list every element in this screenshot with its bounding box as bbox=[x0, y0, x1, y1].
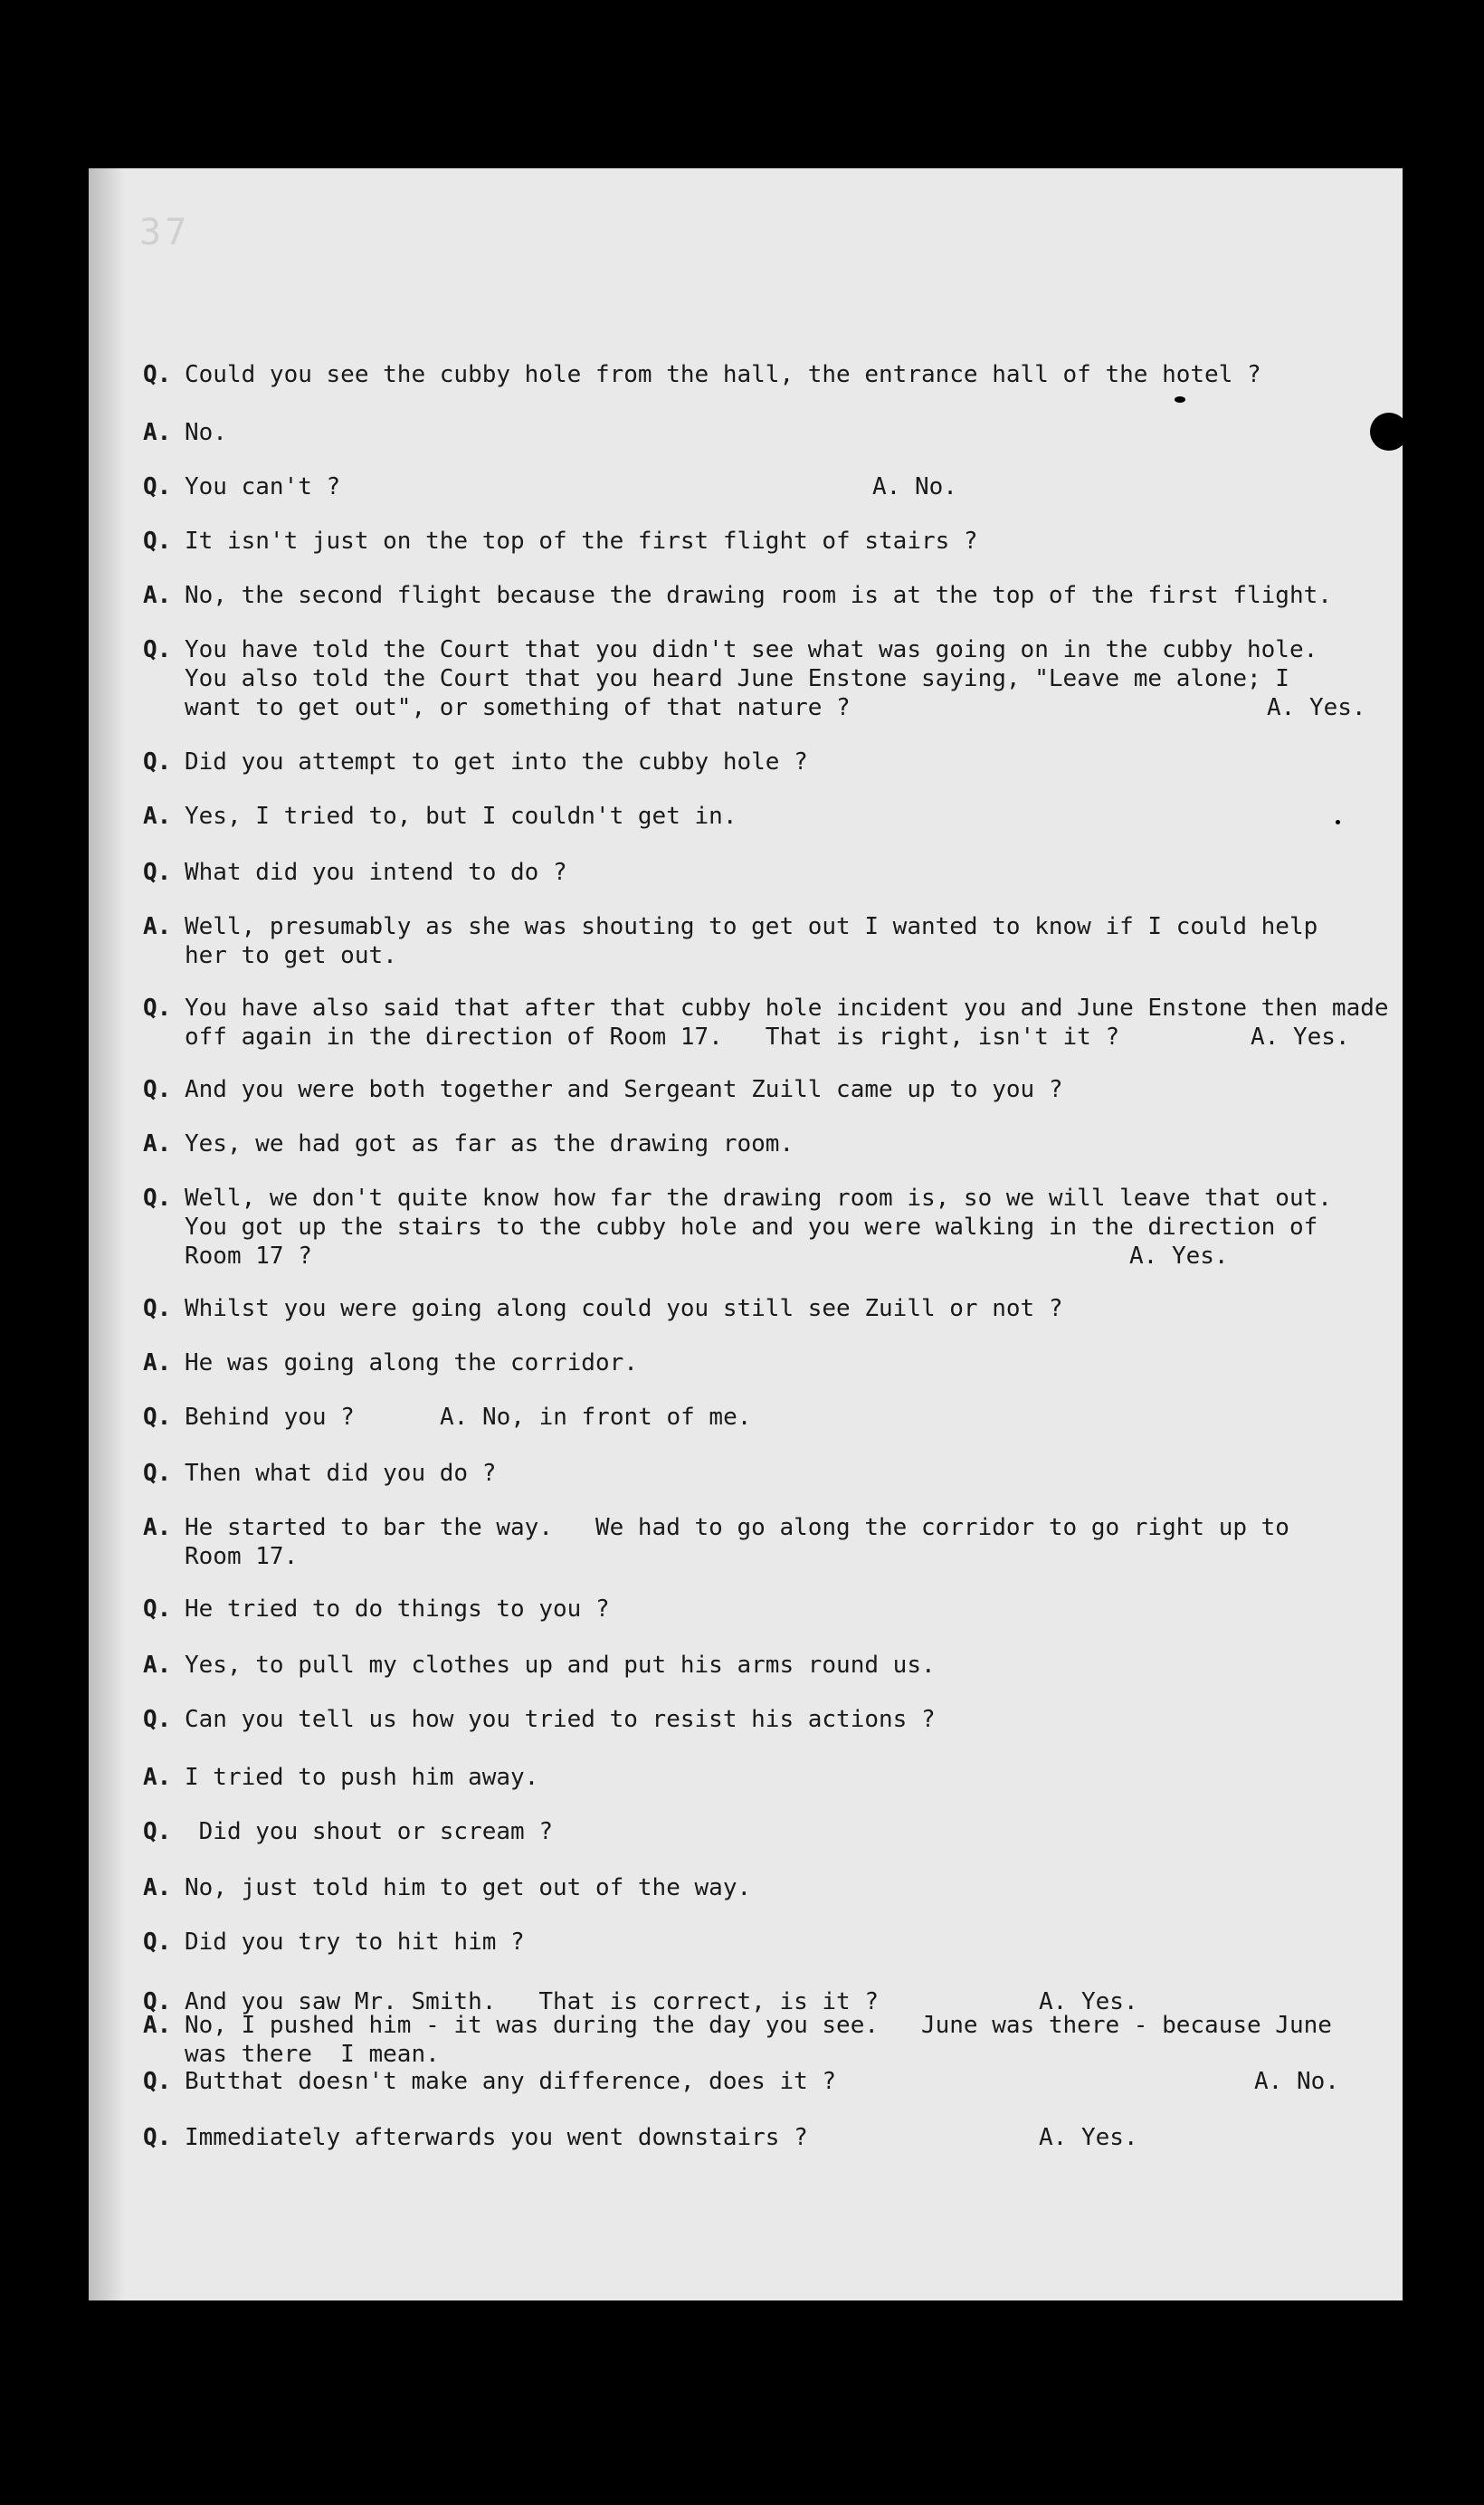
answer-marker: A. bbox=[143, 1874, 172, 1901]
entry-text bbox=[185, 1459, 1392, 1488]
entry-text bbox=[185, 1403, 1392, 1432]
entry-text bbox=[185, 581, 1392, 610]
transcript-entry bbox=[143, 1817, 1392, 1846]
transcript-entry bbox=[143, 912, 1392, 970]
entry-line: Well, we don't quite know how far the drawing room is, so we will leave that out. bbox=[185, 1185, 1332, 1212]
entry-text bbox=[185, 1817, 1392, 1846]
entry-text bbox=[185, 1348, 1392, 1377]
transcript-entry bbox=[143, 1705, 1392, 1734]
question-marker: Q. bbox=[143, 528, 172, 555]
answer-marker: A. bbox=[143, 419, 172, 446]
entry-line: Did you shout or scream ? bbox=[185, 1818, 553, 1845]
question-marker: Q. bbox=[143, 1185, 172, 1212]
question-marker: Q. bbox=[143, 1595, 172, 1623]
question-marker: Q. bbox=[143, 473, 172, 500]
entry-line: You got up the stairs to the cubby hole and you were walking in the direction of bbox=[185, 1214, 1318, 1241]
entry-text bbox=[185, 472, 1392, 501]
entry-line: He tried to do things to you ? bbox=[185, 1595, 610, 1623]
inline-answer: A. Yes. bbox=[1267, 694, 1366, 721]
transcript-entry bbox=[143, 1928, 1392, 1957]
question-marker: Q. bbox=[143, 1295, 172, 1322]
answer-marker: A. bbox=[143, 1764, 172, 1791]
entry-text bbox=[185, 1184, 1392, 1271]
entry-text bbox=[185, 1873, 1392, 1902]
entry-line: off again in the direction of Room 17. That is right, isn't it ? bbox=[185, 1024, 1120, 1051]
entry-text bbox=[185, 748, 1392, 776]
entry-line: Immediately afterwards you went downstairs ? bbox=[185, 2124, 808, 2151]
transcript-entry bbox=[143, 1294, 1392, 1323]
entry-text bbox=[185, 418, 1392, 447]
question-marker: Q. bbox=[143, 2068, 172, 2095]
transcript-entry bbox=[143, 1651, 1392, 1680]
entry-line: Did you try to hit him ? bbox=[185, 1929, 525, 1956]
entry-text bbox=[185, 858, 1392, 887]
entry-text bbox=[185, 1129, 1392, 1158]
entry-line: Butthat doesn't make any difference, does it ? bbox=[185, 2068, 837, 2095]
entry-line: You can't ? bbox=[185, 473, 341, 500]
entry-line: Then what did you do ? bbox=[185, 1460, 497, 1487]
entry-line: He was going along the corridor. bbox=[185, 1349, 638, 1376]
transcript-entry bbox=[143, 1987, 1392, 2016]
entry-line: Yes, I tried to, but I couldn't get in. bbox=[185, 803, 737, 830]
entry-line: Room 17 ? bbox=[185, 1243, 312, 1270]
entry-text bbox=[185, 994, 1392, 1052]
inline-answer: A. No. bbox=[872, 473, 957, 500]
answer-marker: A. bbox=[143, 582, 172, 609]
entry-text bbox=[185, 635, 1392, 722]
entry-text bbox=[185, 1928, 1392, 1957]
entry-text bbox=[185, 1705, 1392, 1734]
transcript-entry bbox=[143, 1348, 1392, 1377]
entry-text bbox=[185, 1595, 1392, 1624]
question-marker: Q. bbox=[143, 1818, 172, 1845]
inline-answer: A. Yes. bbox=[1039, 2124, 1138, 2151]
transcript-entry bbox=[143, 2123, 1392, 2152]
transcript-entry bbox=[143, 527, 1392, 556]
inline-answer: A. Yes. bbox=[1129, 1243, 1229, 1270]
entry-text bbox=[185, 1513, 1392, 1571]
entry-line: Can you tell us how you tried to resist his actions ? bbox=[185, 1706, 936, 1733]
entry-line: What did you intend to do ? bbox=[185, 859, 567, 886]
question-marker: Q. bbox=[143, 859, 172, 886]
entry-line: And you saw Mr. Smith. That is correct, is it ? bbox=[185, 1988, 880, 2015]
entry-line: No, just told him to get out of the way. bbox=[185, 1874, 752, 1901]
entry-text bbox=[185, 2123, 1392, 2152]
entry-text bbox=[185, 2067, 1392, 2096]
answer-marker: A. bbox=[143, 1652, 172, 1679]
question-marker: Q. bbox=[143, 1929, 172, 1956]
entry-text bbox=[185, 1763, 1392, 1792]
transcript-entry bbox=[143, 802, 1392, 831]
inline-answer: A. No. bbox=[1254, 2068, 1339, 2095]
question-marker: Q. bbox=[143, 1706, 172, 1733]
question-marker: Q. bbox=[143, 995, 172, 1022]
entry-line: He started to bar the way. We had to go along the corridor to go right up to bbox=[185, 1514, 1289, 1541]
entry-line: And you were both together and Sergeant Zuill came up to you ? bbox=[185, 1076, 1063, 1103]
transcript-entry bbox=[143, 581, 1392, 610]
entry-line: No, the second flight because the drawing room is at the top of the first flight. bbox=[185, 582, 1332, 609]
transcript-entry bbox=[143, 1513, 1392, 1571]
entry-line: her to get out. bbox=[185, 942, 397, 969]
entry-line: It isn't just on the top of the first flight of stairs ? bbox=[185, 528, 978, 555]
transcript-entry bbox=[143, 1403, 1392, 1432]
entry-line: No, I pushed him - it was during the day you see. June was there - because June bbox=[185, 2012, 1332, 2039]
entry-line: You have also said that after that cubby hole incident you and June Enstone then made bbox=[185, 995, 1389, 1022]
entry-line: Room 17. bbox=[185, 1543, 299, 1570]
question-marker: Q. bbox=[143, 2124, 172, 2151]
question-marker: Q. bbox=[143, 1460, 172, 1487]
entry-text bbox=[185, 527, 1392, 556]
transcript-entry bbox=[143, 1595, 1392, 1624]
entry-line: I tried to push him away. bbox=[185, 1764, 539, 1791]
entry-line: Behind you ? bbox=[185, 1404, 355, 1431]
question-marker: Q. bbox=[143, 748, 172, 776]
transcript-entry bbox=[143, 1763, 1392, 1792]
entry-line: No. bbox=[185, 419, 227, 446]
transcript-entry bbox=[143, 1184, 1392, 1271]
transcript-entry bbox=[143, 1075, 1392, 1104]
question-marker: Q. bbox=[143, 1404, 172, 1431]
transcript-entry bbox=[143, 635, 1392, 722]
transcript-entry bbox=[143, 1459, 1392, 1488]
question-marker: Q. bbox=[143, 1988, 172, 2015]
entry-line: Whilst you were going along could you still see Zuill or not ? bbox=[185, 1295, 1063, 1322]
transcript-entry bbox=[143, 994, 1392, 1052]
question-marker: Q. bbox=[143, 636, 172, 663]
entry-line: Yes, to pull my clothes up and put his arms round us. bbox=[185, 1652, 936, 1679]
inline-answer: A. Yes. bbox=[1251, 1024, 1350, 1051]
transcript-entry bbox=[143, 418, 1392, 447]
transcript-entry bbox=[143, 748, 1392, 776]
entry-line: Did you attempt to get into the cubby hole ? bbox=[185, 748, 808, 776]
transcript-entry bbox=[143, 1129, 1392, 1158]
answer-marker: A. bbox=[143, 1514, 172, 1541]
transcript-entry bbox=[143, 2011, 1392, 2069]
entry-line: was there I mean. bbox=[185, 2041, 440, 2068]
entry-text bbox=[185, 1294, 1392, 1323]
answer-marker: A. bbox=[143, 803, 172, 830]
inline-answer: A. No, in front of me. bbox=[440, 1404, 752, 1431]
inline-answer: A. Yes. bbox=[1039, 1988, 1138, 2015]
question-marker: Q. bbox=[143, 361, 172, 388]
entry-line: want to get out", or something of that nature ? bbox=[185, 694, 851, 721]
answer-marker: A. bbox=[143, 2012, 172, 2039]
transcript-entry bbox=[143, 1873, 1392, 1902]
entry-text bbox=[185, 2011, 1392, 2069]
entry-text bbox=[185, 802, 1392, 831]
entry-text bbox=[185, 1075, 1392, 1104]
entry-line: Could you see the cubby hole from the hall, the entrance hall of the hotel ? bbox=[185, 361, 1261, 388]
answer-marker: A. bbox=[143, 1349, 172, 1376]
entry-text bbox=[185, 1987, 1392, 2016]
transcript-entry bbox=[143, 2067, 1392, 2096]
entry-text bbox=[185, 912, 1392, 970]
page-number: 37 bbox=[139, 212, 191, 253]
entry-text bbox=[185, 360, 1392, 389]
transcript-entry bbox=[143, 858, 1392, 887]
question-marker: Q. bbox=[143, 1076, 172, 1103]
transcript-entry bbox=[143, 360, 1392, 389]
transcript-entry bbox=[143, 472, 1392, 501]
answer-marker: A. bbox=[143, 913, 172, 940]
answer-marker: A. bbox=[143, 1130, 172, 1157]
transcript-page bbox=[89, 168, 1403, 2300]
entry-line: You have told the Court that you didn't see what was going on in the cubby hole. bbox=[185, 636, 1318, 663]
entry-line: Yes, we had got as far as the drawing room. bbox=[185, 1130, 794, 1157]
entry-text bbox=[185, 1651, 1392, 1680]
entry-line: You also told the Court that you heard June Enstone saying, "Leave me alone; I bbox=[185, 665, 1289, 692]
entry-line: Well, presumably as she was shouting to get out I wanted to know if I could help bbox=[185, 913, 1318, 940]
ink-speck bbox=[1175, 396, 1185, 403]
